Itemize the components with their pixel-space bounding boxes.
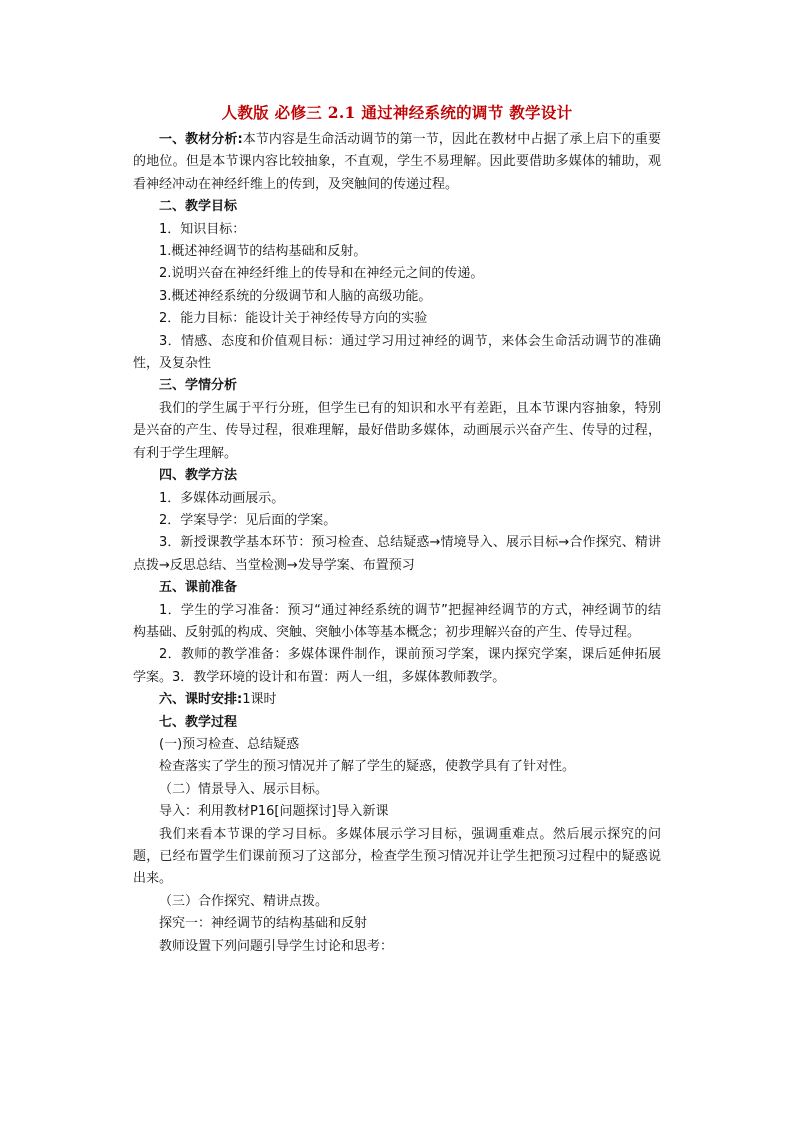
section-6-paragraph <box>133 689 661 711</box>
document-title: 人教版 必修三 2.1 通过神经系统的调节 教学设计 <box>221 103 573 122</box>
section-4-heading: 四、教学方法 <box>159 468 238 484</box>
section-2-item: 1．知识目标： <box>159 221 246 237</box>
section-3-text: 我们的学生属于平行分班，但学生已有的知识和水平有差距，且本节课内容抽象，特别是兴奋的产生、传导过程，很难理解，最好借助多媒体，动画展示兴奋产生、传导的过程，有利于学生理解。 <box>133 400 661 461</box>
section-2-item: 2.说明兴奋在神经纤维上的传导和在神经元之间的传递。 <box>159 266 484 282</box>
section-6-text: 1课时 <box>242 692 277 708</box>
section-1-heading: 一、教材分析: <box>159 132 243 147</box>
section-2-heading: 二、教学目标 <box>159 199 238 215</box>
section-7-item: （二）情景导入、展示目标。 <box>159 781 329 797</box>
document-page <box>133 100 661 958</box>
section-7-item: 探究一：神经调节的结构基础和反射 <box>159 916 368 932</box>
section-4-item: 3．新授课教学基本环节：预习检查、总结疑惑→情境导入、展示目标→合作探究、精讲点拨→反思总结、当堂检测→发导学案、布置预习 <box>133 535 661 573</box>
section-4-item: 1．多媒体动画展示。 <box>159 490 285 506</box>
section-5-heading: 五、课前准备 <box>159 580 238 596</box>
section-2-item: 3.概述神经系统的分级调节和人脑的高级功能。 <box>159 288 432 304</box>
section-7-item: 导入：利用教材P16[问题探讨]导入新课 <box>159 804 389 820</box>
section-7-item: （三）合作探究、精讲点拨。 <box>159 893 329 909</box>
section-6-heading: 六、课时安排: <box>159 692 243 708</box>
section-7-item: 检查落实了学生的预习情况并了解了学生的疑惑，使教学具有了针对性。 <box>159 759 576 775</box>
section-3-heading: 三、学情分析 <box>159 378 238 394</box>
section-7-heading: 七、教学过程 <box>159 714 238 730</box>
section-5-item: 1．学生的学习准备：预习“通过神经系统的调节”把握神经调节的方式，神经调节的结构基础、反射弧的构成、突触、突触小体等基本概念；初步理解兴奋的产生、传导过程。 <box>133 602 661 640</box>
section-2-item: 2．能力目标：能设计关于神经传导方向的实验 <box>159 311 428 327</box>
section-4-item: 2．学案导学：见后面的学案。 <box>159 512 337 528</box>
section-1-paragraph <box>133 129 661 196</box>
section-7-item: 教师设置下列问题引导学生讨论和思考： <box>159 938 394 954</box>
section-5-item: 2．教师的教学准备：多媒体课件制作，课前预习学案，课内探究学案，课后延伸拓展学案。3．教学环境的设计和布置：两人一组，多媒体教师教学。 <box>133 647 661 685</box>
section-7-item: 我们来看本节课的学习目标。多媒体展示学习目标，强调重难点。然后展示探究的问题，已经布置学生们课前预习了这部分，检查学生预习情况并让学生把预习过程中的疑惑说出来。 <box>133 826 661 887</box>
section-7-item: (一)预习检查、总结疑惑 <box>159 736 300 752</box>
section-1-text: 本节内容是生命活动调节的第一节，因此在教材中占据了承上启下的重要的地位。但是本节课内容比较抽象，不直观，学生不易理解。因此要借助多媒体的辅助，观看神经冲动在神经纤维上的传到，及突触间的传递过程。 <box>133 132 661 192</box>
section-2-item: 1.概述神经调节的结构基础和反射。 <box>159 244 367 260</box>
section-2-item: 3．情感、态度和价值观目标：通过学习用过神经的调节，来体会生命活动调节的准确性，及复杂性 <box>133 333 661 372</box>
